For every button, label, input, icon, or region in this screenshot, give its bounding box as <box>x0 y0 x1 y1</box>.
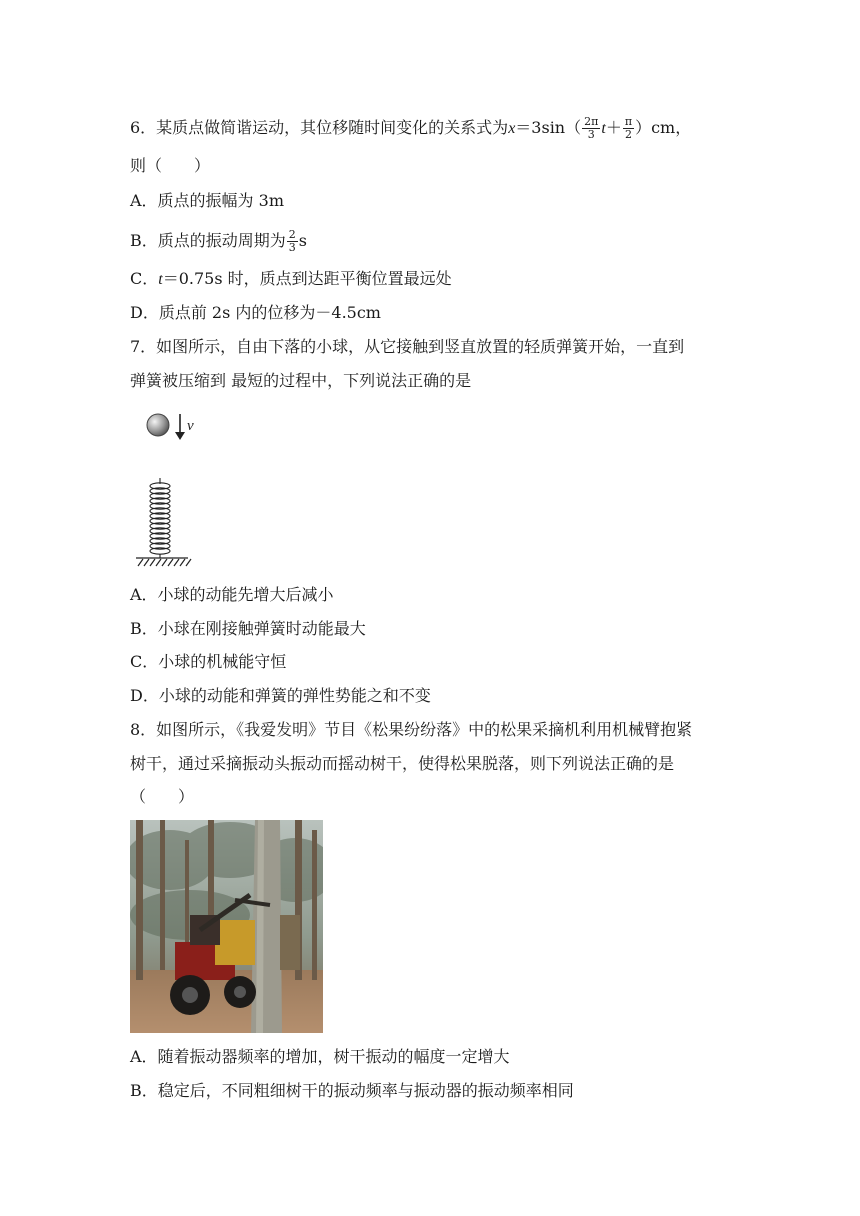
q6-stem-text: 6．某质点做简谐运动，其位移随时间变化的关系式为 <box>130 118 509 137</box>
q6-fraction-2pi-3 <box>582 116 600 141</box>
q6-end: ）cm， <box>635 118 692 137</box>
q6-eq: ＝3sin（ <box>515 118 582 137</box>
q7-stem-line1: 7．如图所示，自由下落的小球，从它接触到竖直放置的轻质弹簧开始，一直到 <box>130 337 685 356</box>
q6-frac2-num: π <box>624 115 633 128</box>
q6-option-d: D．质点前 2s 内的位移为－4.5cm <box>130 303 381 322</box>
q6-stem-line2: 则（ ） <box>130 156 211 175</box>
q6-option-b <box>130 229 307 254</box>
ball-spring-figure <box>130 406 200 571</box>
spring-coil <box>150 478 170 558</box>
q7-option-d: D．小球的动能和弹簧的弹性势能之和不变 <box>130 686 431 705</box>
q6-plus: ＋ <box>605 118 622 137</box>
q6-frac1-den: 3 <box>587 128 595 141</box>
q8-stem-line2: 树干，通过采摘振动头振动而摇动树干，使得松果脱落，则下列说法正确的是 <box>130 754 675 773</box>
q6-option-c <box>130 269 452 290</box>
velocity-label: v <box>187 418 194 434</box>
q7-stem-line2: 弹簧被压缩到 最短的过程中，下列说法正确的是 <box>130 371 472 390</box>
q6-option-c-text: ＝0.75s 时，质点到达距平衡位置最远处 <box>162 269 452 288</box>
q6-stem-line1 <box>130 116 691 141</box>
q6-optb-num: 2 <box>288 228 296 241</box>
q8-stem-line1: 8．如图所示，《我爱发明》节目《松果纷纷落》中的松果采摘机利用机械臂抱紧 <box>130 720 693 739</box>
pine-cone-harvester-photo <box>130 820 323 1033</box>
q8-option-a: A．随着振动器频率的增加，树干振动的幅度一定增大 <box>130 1047 510 1066</box>
q8-option-b: B．稳定后，不同粗细树干的振动频率与振动器的振动频率相同 <box>130 1081 574 1100</box>
velocity-arrow-icon <box>175 414 185 440</box>
q6-option-c-label: C． <box>130 269 159 288</box>
q6-var-t: t <box>601 120 606 137</box>
ground-hatch <box>136 558 191 566</box>
q7-option-b: B．小球在刚接触弹簧时动能最大 <box>130 619 366 638</box>
q6-option-b-unit: s <box>298 231 307 250</box>
q6-fraction-pi-2 <box>623 116 634 141</box>
q6-frac2-den: 2 <box>624 128 632 141</box>
q7-option-a: A．小球的动能先增大后减小 <box>130 585 334 604</box>
q6-option-b-fraction <box>287 229 298 254</box>
q6-option-a: A．质点的振幅为 3m <box>130 191 284 210</box>
q6-optb-den: 3 <box>288 241 296 254</box>
ball <box>147 414 169 436</box>
q8-stem-line3: （ ） <box>130 787 195 806</box>
q7-option-c: C．小球的机械能守恒 <box>130 652 287 671</box>
q6-option-b-text: B．质点的振动周期为 <box>130 231 286 250</box>
q6-option-c-var: t <box>158 271 163 288</box>
q6-var-x: x <box>508 120 516 137</box>
q6-frac1-num: 2π <box>584 115 599 128</box>
